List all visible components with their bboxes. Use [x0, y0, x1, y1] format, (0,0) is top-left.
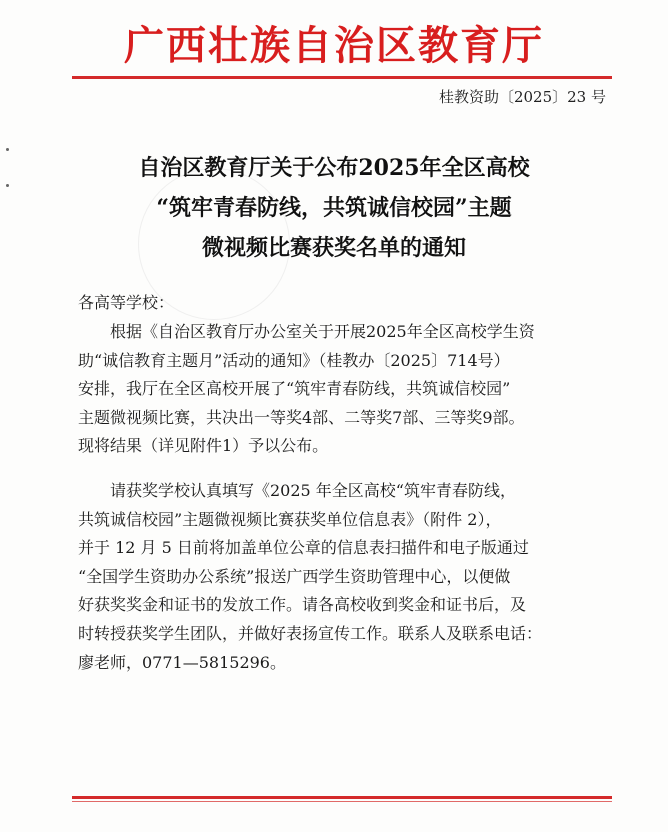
paragraph-line: 助“诚信教育主题月”活动的通知》（桂教办〔2025〕714号） [78, 350, 510, 370]
paragraph-line: 现将结果（详见附件1）予以公布。 [78, 436, 329, 456]
org-header-title: 广西壮族自治区教育厅 [124, 22, 544, 69]
paragraph-line: 并于 12 月 5 日前将加盖单位公章的信息表扫描件和电子版通过 [78, 538, 529, 558]
paragraph-line: 好获奖奖金和证书的发放工作。请各高校收到奖金和证书后，及 [78, 595, 527, 615]
paragraph-line: 廖老师，0771—5815296。 [78, 652, 286, 672]
header-red-rule [72, 76, 612, 79]
footer-red-rule [72, 796, 612, 799]
document-number: 桂教资助〔2025〕23 号 [438, 88, 606, 106]
document-title [0, 148, 668, 268]
body-paragraph-2 [78, 477, 608, 677]
title-line-3: 微视频比赛获奖名单的通知 [201, 235, 466, 261]
paragraph-line: 安排，我厅在全区高校开展了“筑牢青春防线，共筑诚信校园” [78, 379, 511, 399]
paragraph-line: 请获奖学校认真填写《2025 年全区高校“筑牢青春防线， [110, 481, 516, 500]
title-line-1: 自治区教育厅关于公布2025年全区高校 [138, 155, 530, 181]
title-line-2: “筑牢青春防线，共筑诚信校园”主题 [156, 195, 512, 221]
paragraph-line: 主题微视频比赛，共决出一等奖4部、二等奖7部、三等奖9部。 [78, 407, 525, 427]
body-paragraph-1 [78, 318, 608, 461]
paragraph-line: 共筑诚信校园”主题微视频比赛获奖单位信息表》（附件 2）， [78, 509, 502, 529]
paragraph-line: “全国学生资助办公系统”报送广西学生资助管理中心，以便做 [78, 566, 511, 586]
paragraph-line: 时转授获奖学生团队，并做好表扬宣传工作。联系人及联系电话： [78, 623, 543, 643]
footer-red-rule-thin [72, 801, 612, 802]
paragraph-line: 根据《自治区教育厅办公室关于开展2025年全区高校学生资 [110, 322, 535, 341]
salutation: 各高等学校： [78, 293, 175, 312]
